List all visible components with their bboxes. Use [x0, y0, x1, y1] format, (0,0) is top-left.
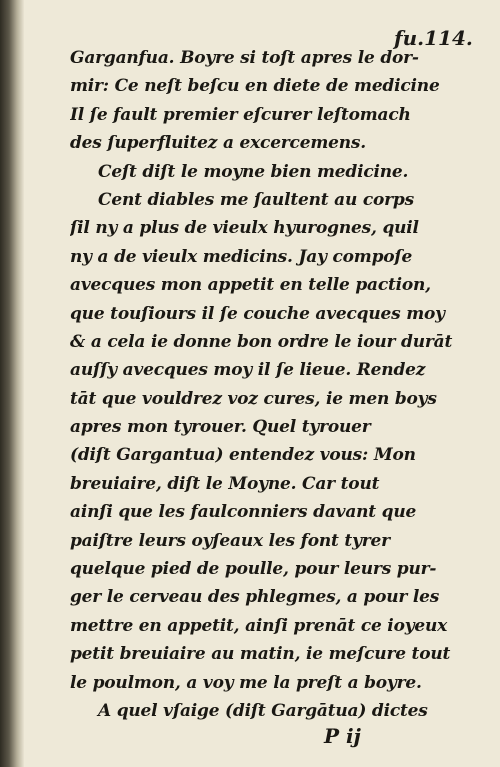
text-line: auſſy avecques moy il ſe lieue. Rendez [70, 360, 426, 381]
text-line: Il ſe fault premier eſcurer leſtomach [70, 104, 411, 125]
book-page [24, 0, 500, 767]
text-line: & a cela ie donne bon ordre le iour durāt [70, 331, 453, 352]
text-line: breuiaire, diſt le Moyne. Car tout [70, 473, 380, 494]
book-gutter [0, 0, 24, 767]
text-line: mir: Ce neſt beſcu en diete de medicine [70, 76, 440, 97]
text-line: A quel vſaige (diſt Gargātua) dictes [98, 700, 428, 721]
text-line: quelque pied de poulle, pour leurs pur- [70, 559, 437, 580]
text-line: petit breuiaire au matin, ie meſcure tout [70, 644, 451, 665]
text-line: mettre en appetit, ainſi prenāt ce ioyeux [70, 615, 448, 636]
text-line: avecques mon appetit en telle paction, [70, 275, 431, 296]
text-line: ny a de vieulx medicins. Jay compoſe [70, 246, 413, 267]
text-line: des ſuperfluitez a excercemens. [70, 133, 366, 154]
text-line: ainſi que les faulconniers davant que [70, 502, 417, 523]
text-line: Cent diables me ſaultent au corps [98, 189, 414, 210]
signature-mark: P ij [324, 724, 361, 748]
text-line: ger le cerveau des phlegmes, a pour les [70, 587, 440, 608]
text-line: ſil ny a plus de vieulx hyurognes, quil [70, 218, 419, 239]
page-text [70, 44, 490, 725]
text-line: Ceſt diſt le moyne bien medicine. [98, 161, 409, 182]
text-line: paiſtre leurs oyſeaux les font tyrer [70, 530, 390, 551]
text-line: que touſiours il ſe couche avecques moy [70, 303, 445, 324]
text-line: apres mon tyrouer. Quel tyrouer [70, 417, 371, 438]
text-line: le poulmon, a voy me la preſt a boyre. [70, 672, 422, 693]
text-line: Garganfua. Boyre si toſt apres le dor- [70, 48, 419, 68]
text-line: tāt que vouldrez voz cures, ie men boys [70, 388, 437, 409]
folio-number: fu.114. [394, 26, 473, 50]
text-line: (diſt Gargantua) entendez vous: Mon [70, 445, 416, 466]
